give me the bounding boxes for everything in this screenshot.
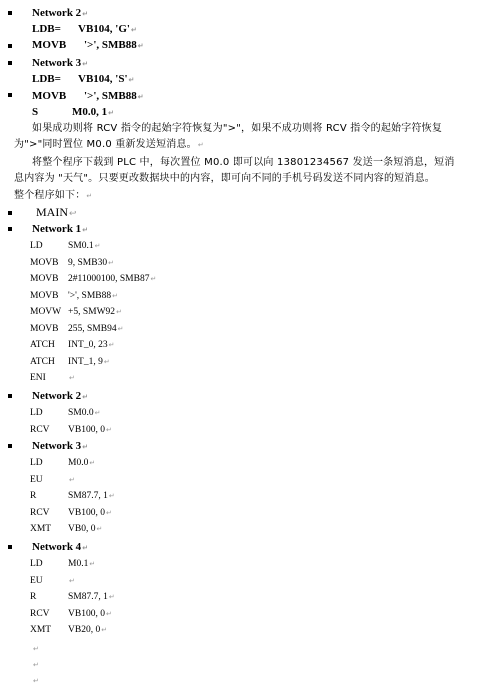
instruction-op: MOVB [30, 257, 59, 268]
instruction-op: RCV [30, 608, 50, 619]
code-line: ATCH INT_0, 23↵ [30, 340, 115, 350]
instruction-op: EU [30, 575, 43, 586]
instruction-op: XMT [30, 625, 52, 635]
code-line: R SM87.7, 1↵ [30, 592, 115, 602]
bullet [8, 394, 12, 398]
code-line: LDB= VB104, 'G'↵ [32, 23, 137, 35]
code-line: EU ↵ [30, 575, 75, 586]
instruction-op: MOVB [30, 274, 59, 284]
code-line: S M0.0, 1↵ [32, 106, 115, 118]
network-title: Network 2↵ [32, 390, 89, 402]
code-line: XMT VB20, 0↵ [30, 625, 108, 635]
instruction-op: R [30, 491, 37, 501]
instruction-args: VB100, 0 [68, 608, 105, 619]
instruction-args: +5, SMW92 [68, 307, 116, 317]
code-line: MOVB 9, SMB30↵ [30, 257, 114, 268]
code-line: LD M0.0↵ [30, 458, 96, 468]
code-line: LD M0.1↵ [30, 559, 96, 569]
instruction-op: MOVB [30, 323, 59, 334]
code-line: LDB= VB104, 'S'↵ [32, 73, 135, 85]
instruction-args: SM87.7, 1 [68, 592, 108, 602]
instruction-args: SM0.0 [68, 408, 94, 418]
instruction-args: INT_1, 9 [68, 356, 103, 367]
paragraph-line: 将整个程序下载到 PLC 中，每次置位 M0.0 即可以向 13801234567 发送一条短消息，短消 [32, 157, 455, 168]
instruction-op: ATCH [30, 356, 55, 367]
code-line: ENI ↵ [30, 373, 75, 383]
bullet [8, 61, 12, 65]
code-line: MOVB '>', SMB88↵ [32, 90, 144, 102]
paragraph-line: 息内容为 "天气"。只要更改数据块中的内容，即可向不同的手机号码发送不同内容的短消息。 [14, 173, 435, 184]
instruction-args: 2#11000100, SMB87 [68, 274, 150, 284]
code-line: ATCH INT_1, 9↵ [30, 356, 110, 367]
instruction-op: ATCH [30, 340, 55, 350]
instruction-args: VB100, 0 [68, 507, 105, 518]
code-line: R SM87.7, 1↵ [30, 491, 115, 501]
bullet [8, 93, 12, 97]
code-line: RCV VB100, 0↵ [30, 608, 112, 619]
main-title: MAIN↩ [36, 205, 77, 219]
instruction-op: MOVW [30, 307, 62, 317]
code-line: MOVB 255, SMB94↵ [30, 323, 124, 334]
instruction-args: M0.0 [68, 458, 89, 468]
bullet [8, 211, 12, 215]
network-title: Network 1↵ [32, 223, 89, 235]
code-line: RCV VB100, 0↵ [30, 507, 112, 518]
instruction-op: RCV [30, 424, 50, 435]
instruction-args: VB100, 0 [68, 424, 105, 435]
bullet [8, 227, 12, 231]
paragraph-line: 如果成功则将 RCV 指令的起始字符恢复为">"，如果不成功则将 RCV 指令的起始字符恢复 [32, 123, 443, 134]
instruction-op: EU [30, 474, 43, 485]
instruction-args: VB0, 0 [68, 524, 96, 534]
code-line: MOVB '>', SMB88↵ [32, 39, 144, 51]
instruction-args: SM87.7, 1 [68, 491, 108, 501]
code-line: LD SM0.0↵ [30, 408, 101, 418]
instruction-args: SM0.1 [68, 241, 94, 251]
bullet [8, 444, 12, 448]
instruction-op: MOVB [30, 290, 59, 301]
code-line: EU ↵ [30, 474, 75, 485]
empty-paragraph: ↵ [33, 661, 39, 669]
instruction-args: VB20, 0 [68, 625, 101, 635]
instruction-args: 255, SMB94 [68, 323, 117, 334]
bullet [8, 545, 12, 549]
code-line: LD SM0.1↵ [30, 241, 101, 251]
instruction-args: M0.1 [68, 559, 89, 569]
instruction-op: LD [30, 458, 43, 468]
instruction-op: LD [30, 408, 43, 418]
code-line: XMT VB0, 0↵ [30, 524, 103, 534]
bullet [8, 44, 12, 48]
bullet [8, 11, 12, 15]
network-title: Network 3↵ [32, 440, 89, 452]
empty-paragraph: ↵ [33, 677, 39, 685]
network-title: Network 3↵ [32, 57, 89, 69]
empty-paragraph: ↵ [33, 645, 39, 653]
code-line: RCV VB100, 0↵ [30, 424, 112, 435]
instruction-args: 9, SMB30 [68, 257, 108, 268]
instruction-op: LD [30, 559, 43, 569]
network-title: Network 4↵ [32, 541, 89, 553]
instruction-op: ENI [30, 373, 46, 383]
code-line: MOVB '>', SMB88↵ [30, 290, 118, 301]
network-title: Network 2↵ [32, 7, 89, 19]
paragraph-line: 整个程序如下：↵ [14, 190, 93, 201]
instruction-op: XMT [30, 524, 52, 534]
paragraph-line: 为">"同时置位 M0.0 重新发送短消息。↵ [14, 139, 204, 150]
code-line: MOVW +5, SMW92↵ [30, 307, 122, 317]
instruction-args: '>', SMB88 [68, 290, 112, 301]
instruction-op: R [30, 592, 37, 602]
instruction-op: RCV [30, 507, 50, 518]
instruction-args: INT_0, 23 [68, 340, 108, 350]
code-line: MOVB 2#11000100, SMB87↵ [30, 274, 157, 284]
instruction-op: LD [30, 241, 43, 251]
